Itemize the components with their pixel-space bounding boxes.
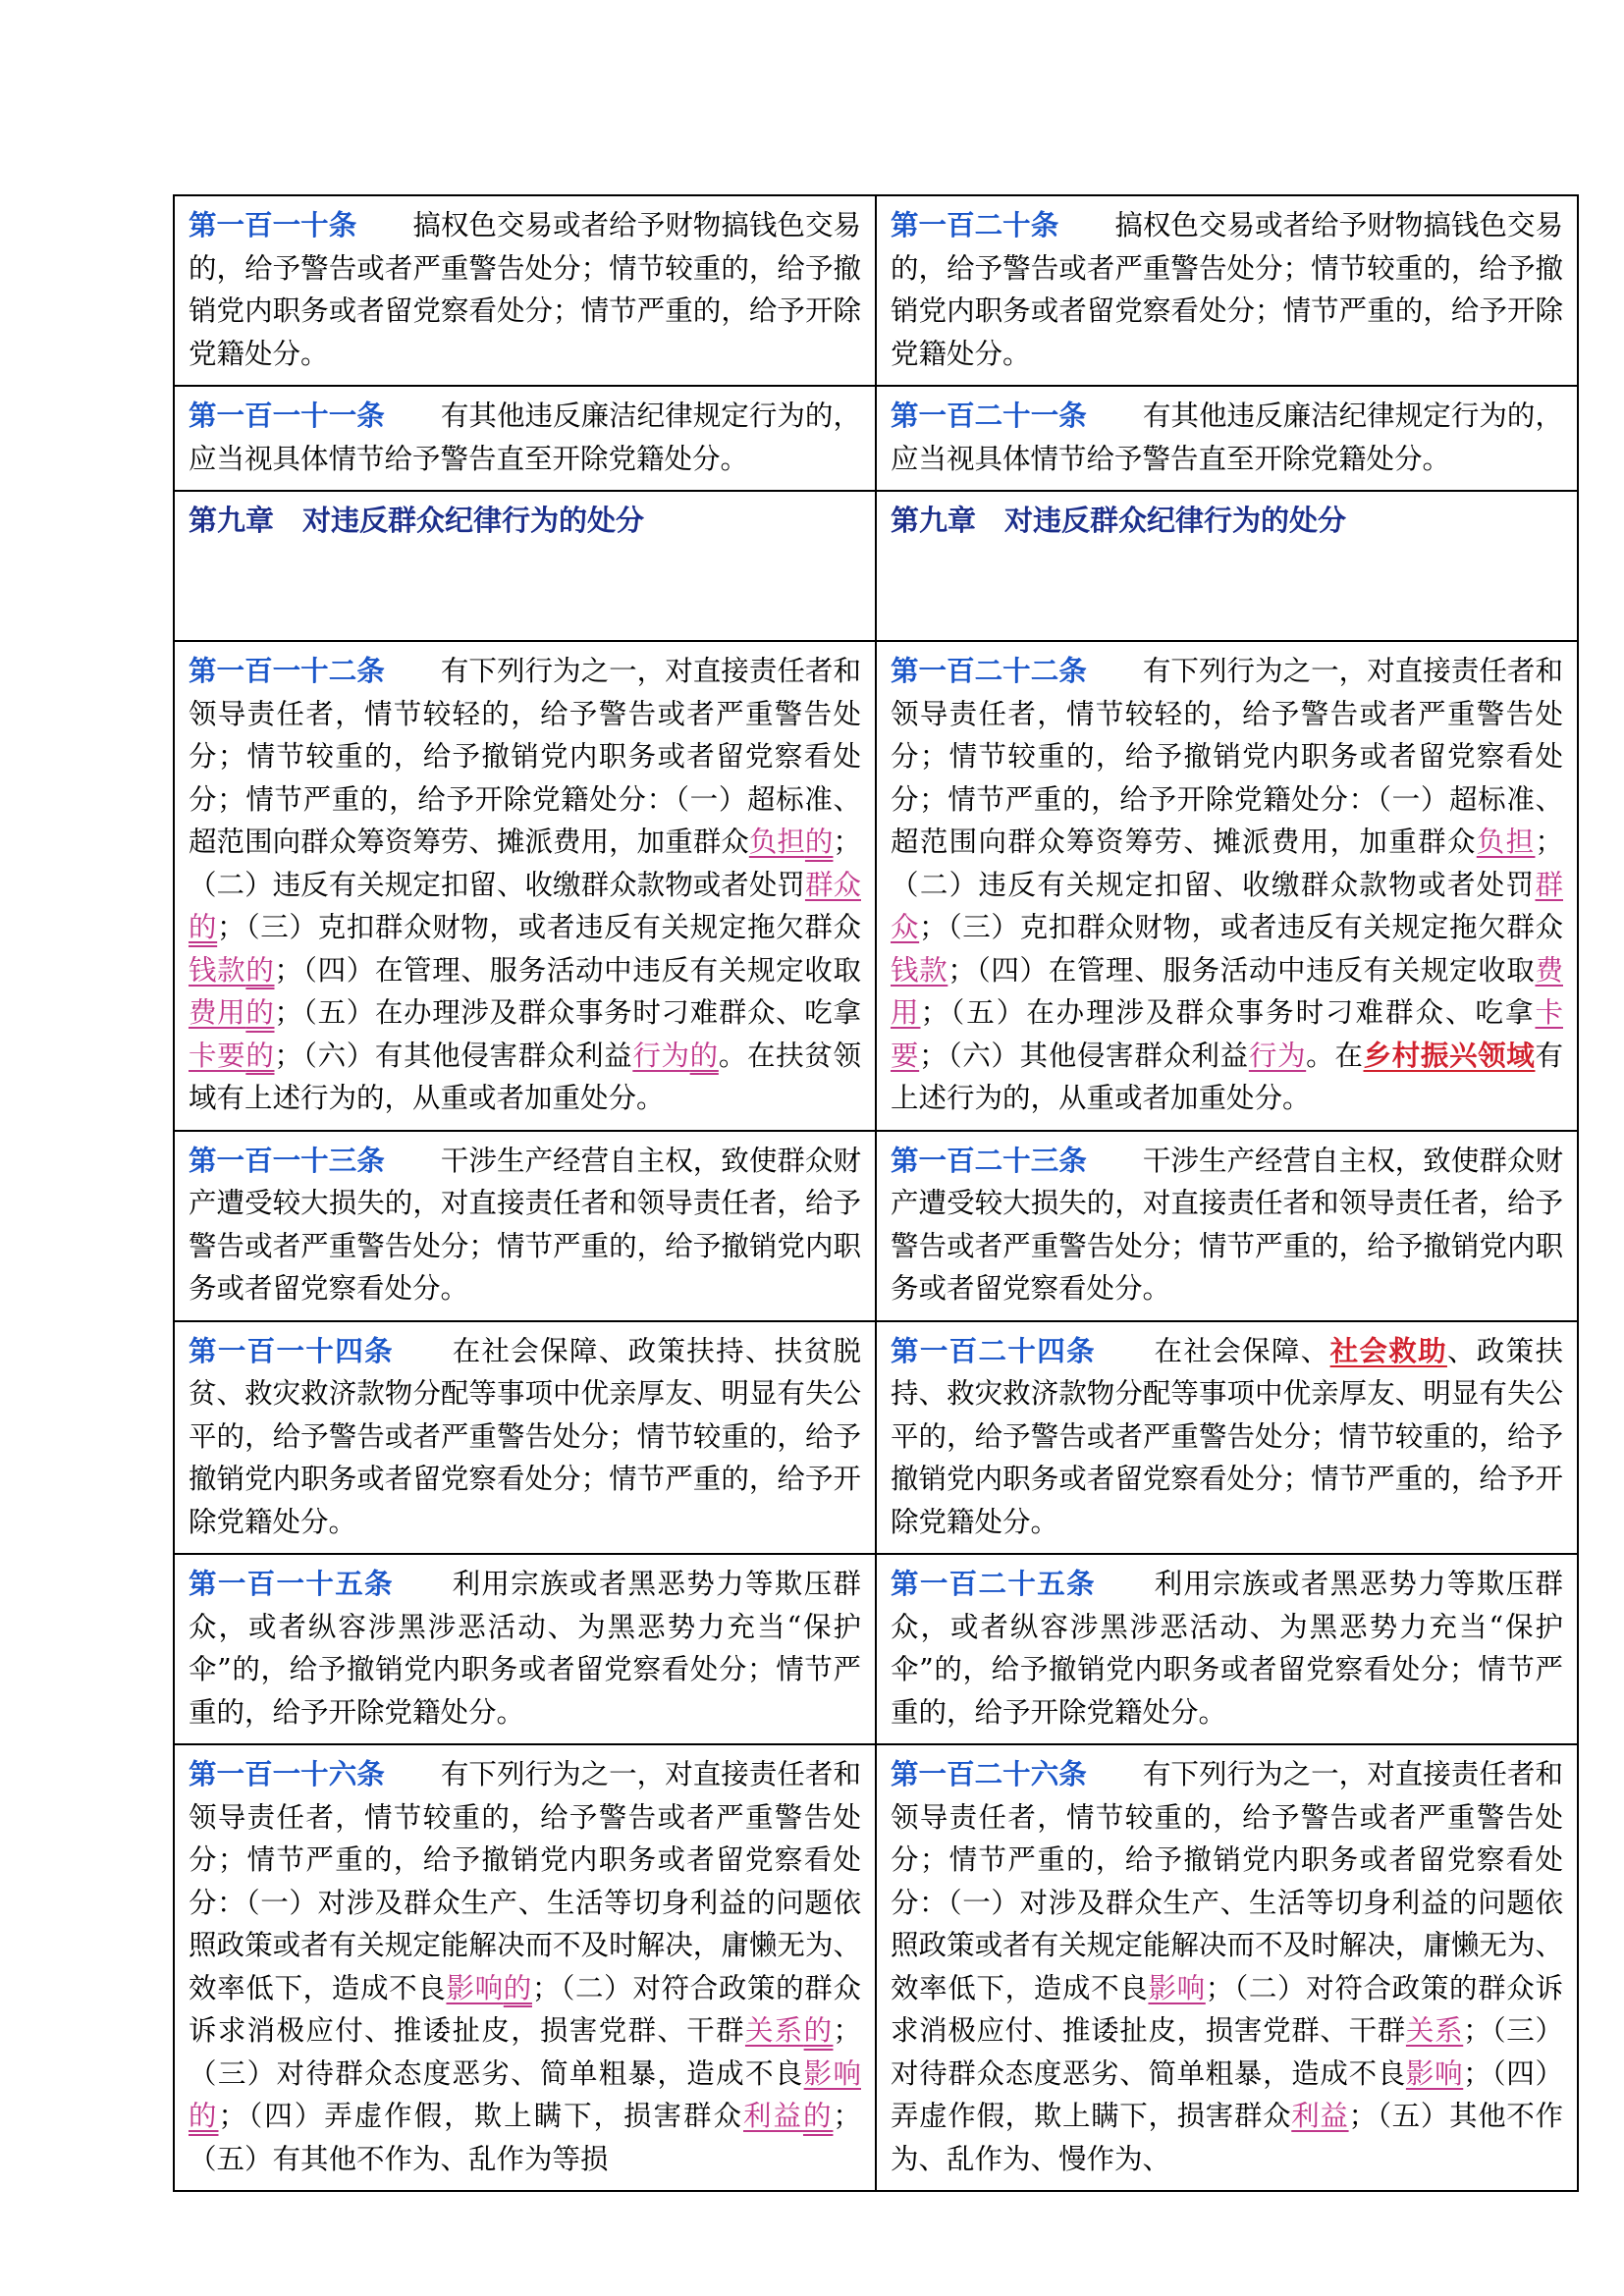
body-text: ；（六）有其他侵害群众利益 (274, 1039, 633, 1072)
body-text: 有下列行为之一，对直接责任者和领导责任者，情节较轻的，给予警告或者严重警告处分；情节较重的，给予撤销党内职务或者留党察看处分；情节严重的，给予开除党籍处分：（一）超标准、超范围向群众筹资筹劳、摊派费用，加重群众 (189, 655, 861, 858)
article-number: 第一百二十二条 (891, 654, 1087, 687)
article-row (174, 1744, 1578, 2191)
body-text: 利用宗族或者黑恶势力等欺压群众，或者纵容涉黑涉恶活动、为黑恶势力充当“保护伞”的，给予撤销党内职务或者留党察看处分；情节严重的，给予开除党籍处分。 (189, 1568, 861, 1729)
original-article-cell (174, 195, 876, 386)
deleted-text: 的 (802, 2100, 834, 2132)
modified-text: 行为 (632, 1039, 690, 1072)
article-number: 第一百二十三条 (891, 1143, 1087, 1177)
article-number: 第一百一十一条 (189, 399, 385, 432)
article-number: 第一百二十五条 (891, 1567, 1096, 1600)
article-number: 第一百一十四条 (189, 1333, 394, 1367)
body-text: ；（四）弄虚作假，欺上瞒下，损害群众 (891, 2056, 1563, 2132)
revised-chapter-cell (876, 491, 1578, 641)
article-number: 第一百一十三条 (189, 1143, 385, 1177)
body-text: 干涉生产经营自主权，致使群众财产遭受较大损失的，对直接责任者和领导责任者，给予警告或者严重警告处分；情节严重的，给予撤销党内职务或者留党察看处分。 (189, 1144, 861, 1305)
body-text: 搞权色交易或者给予财物搞钱色交易的，给予警告或者严重警告处分；情节较重的，给予撤销党内职务或者留党察看处分；情节严重的，给予开除党籍处分。 (891, 209, 1563, 370)
modified-text: 利益 (742, 2100, 803, 2132)
body-text: 有上述行为的，从重或者加重处分。 (891, 1039, 1563, 1114)
chapter-title: 第九章 对违反群众纪律行为的处分 (891, 504, 1347, 537)
article-number: 第一百二十六条 (891, 1757, 1087, 1790)
modified-text: 影响 (803, 2056, 861, 2090)
body-text: ；（四）弄虚作假，欺上瞒下，损害群众 (218, 2100, 743, 2132)
modified-text: 负担 (1476, 826, 1536, 858)
body-text: 。在扶贫领域有上述行为的，从重或者加重处分。 (189, 1039, 861, 1114)
body-text: ；（三）对待群众态度恶劣、简单粗暴，造成不良 (189, 2014, 861, 2090)
body-text: ；（五）在办理涉及群众事务时刁难群众、吃拿 (920, 996, 1536, 1029)
body-text: 在社会保障、 (1095, 1334, 1330, 1367)
body-text: ；（二）违反有关规定扣留、收缴群众款物或者处罚 (189, 826, 861, 901)
modified-text: 费用 (891, 953, 1563, 1029)
revised-article-cell (876, 1744, 1578, 2191)
article-number: 第一百二十条 (891, 208, 1059, 241)
comparison-table-body (174, 195, 1578, 2191)
body-text: ；（三）克扣群众财物，或者违反有关规定拖欠群众 (217, 911, 861, 943)
original-chapter-cell (174, 491, 876, 641)
modified-text: 卡要 (891, 996, 1563, 1072)
article-number: 第一百一十条 (189, 208, 357, 241)
body-text: 有下列行为之一，对直接责任者和领导责任者，情节较重的，给予警告或者严重警告处分；情节严重的，给予撤销党内职务或者留党察看处分：（一）对涉及群众生产、生活等切身利益的问题依照政策或者有关规定能解决而不及时解决，庸懒无为、效率低下，造成不良 (189, 1758, 861, 2004)
body-text: ；（三）对待群众态度恶劣、简单粗暴，造成不良 (891, 2014, 1563, 2090)
body-text: 有下列行为之一，对直接责任者和领导责任者，情节较轻的，给予警告或者严重警告处分；情节较重的，给予撤销党内职务或者留党察看处分；情节严重的，给予开除党籍处分：（一）超标准、超范围向群众筹资筹劳、摊派费用，加重群众 (891, 655, 1563, 858)
modified-text: 负担 (748, 826, 805, 858)
inserted-text: 社会救助 (1329, 1333, 1447, 1367)
body-text: ；（五）有其他不作为、乱作为等损 (189, 2100, 861, 2175)
body-text: 有下列行为之一，对直接责任者和领导责任者，情节较重的，给予警告或者严重警告处分；情节严重的，给予撤销党内职务或者留党察看处分：（一）对涉及群众生产、生活等切身利益的问题依照政策或者有关规定能解决而不及时解决，庸懒无为、效率低下，造成不良 (891, 1758, 1563, 2004)
modified-text: 卡要 (189, 1039, 246, 1072)
body-text: 利用宗族或者黑恶势力等欺压群众，或者纵容涉黑涉恶活动、为黑恶势力充当“保护伞”的，给予撤销党内职务或者留党察看处分；情节严重的，给予开除党籍处分。 (891, 1568, 1563, 1729)
deleted-text: 的 (189, 911, 218, 943)
revised-article-cell (876, 195, 1578, 386)
article-number: 第一百二十一条 (891, 399, 1087, 432)
article-number: 第一百二十四条 (891, 1333, 1096, 1367)
body-text: 干涉生产经营自主权，致使群众财产遭受较大损失的，对直接责任者和领导责任者，给予警告或者严重警告处分；情节严重的，给予撤销党内职务或者留党察看处分。 (891, 1144, 1563, 1305)
article-number: 第一百一十五条 (189, 1567, 394, 1600)
body-text: ；（二）违反有关规定扣留、收缴群众款物或者处罚 (891, 826, 1563, 901)
body-text: 。在 (1306, 1039, 1364, 1072)
modified-text: 行为 (1248, 1039, 1307, 1072)
deleted-text: 的 (245, 1039, 275, 1072)
modified-text: 费用 (189, 996, 246, 1029)
original-article-cell (174, 1554, 876, 1744)
revised-article-cell (876, 1131, 1578, 1321)
deleted-text: 的 (503, 1971, 532, 2004)
revised-article-cell (876, 386, 1578, 491)
article-row (174, 1131, 1578, 1321)
revised-article-cell (876, 1321, 1578, 1555)
deleted-text: 的 (689, 1039, 719, 1072)
body-text: ；（二）对符合政策的群众诉求消极应付、推诿扯皮，损害党群、干群 (189, 1971, 861, 2047)
original-article-cell (174, 641, 876, 1131)
original-article-cell (174, 1131, 876, 1321)
article-row (174, 641, 1578, 1131)
body-text: ；（五）其他不作为、乱作为、慢作为、 (891, 2100, 1563, 2175)
modified-text: 影响 (446, 1971, 504, 2004)
article-row (174, 1554, 1578, 1744)
body-text: ；（三）克扣群众财物，或者违反有关规定拖欠群众 (919, 911, 1563, 943)
body-text: 在社会保障、政策扶持、扶贫脱贫、救灾救济款物分配等事项中优亲厚友、明显有失公平的，给予警告或者严重警告处分；情节较重的，给予撤销党内职务或者留党察看处分；情节严重的，给予开除党籍处分。 (189, 1334, 861, 1538)
revised-article-cell (876, 641, 1578, 1131)
modified-text: 钱款 (891, 953, 948, 987)
body-text: 、政策扶持、救灾救济款物分配等事项中优亲厚友、明显有失公平的，给予警告或者严重警告处分；情节较重的，给予撤销党内职务或者留党察看处分；情节严重的，给予开除党籍处分。 (891, 1334, 1563, 1538)
modified-text: 钱款 (189, 953, 246, 987)
deleted-text: 的 (245, 996, 275, 1029)
body-text: ；（二）对符合政策的群众诉求消极应付、推诿扯皮，损害党群、干群 (891, 1971, 1563, 2047)
chapter-title: 第九章 对违反群众纪律行为的处分 (189, 504, 645, 537)
article-row (174, 386, 1578, 491)
article-row (174, 1321, 1578, 1555)
article-row (174, 195, 1578, 386)
deleted-text: 的 (804, 826, 834, 858)
revised-article-cell (876, 1554, 1578, 1744)
comparison-table (173, 194, 1579, 2192)
article-number: 第一百一十二条 (189, 654, 385, 687)
inserted-text: 乡村振兴领域 (1363, 1038, 1536, 1072)
body-text: ；（六）其他侵害群众利益 (919, 1039, 1249, 1072)
modified-text: 群众 (891, 868, 1563, 943)
body-text: ；（五）在办理涉及群众事务时刁难群众、吃拿 (274, 996, 861, 1029)
body-text: ；（四）在管理、服务活动中违反有关规定收取 (947, 953, 1536, 987)
chapter-row (174, 491, 1578, 641)
original-article-cell (174, 1321, 876, 1555)
modified-text: 关系 (744, 2014, 804, 2047)
deleted-text: 的 (803, 2014, 834, 2047)
body-text: 有其他违反廉洁纪律规定行为的，应当视具体情节给予警告直至开除党籍处分。 (891, 400, 1563, 475)
modified-text: 影响 (1148, 1971, 1206, 2004)
modified-text: 影响 (1405, 2056, 1464, 2090)
body-text: 搞权色交易或者给予财物搞钱色交易的，给予警告或者严重警告处分；情节较重的，给予撤销党内职务或者留党察看处分；情节严重的，给予开除党籍处分。 (189, 209, 861, 370)
article-number: 第一百一十六条 (189, 1757, 385, 1790)
modified-text: 关系 (1405, 2014, 1464, 2047)
body-text: 有其他违反廉洁纪律规定行为的，应当视具体情节给予警告直至开除党籍处分。 (189, 400, 861, 475)
modified-text: 利益 (1291, 2100, 1349, 2132)
original-article-cell (174, 386, 876, 491)
body-text: ；（四）在管理、服务活动中违反有关规定收取 (274, 953, 861, 987)
modified-text: 群众 (804, 868, 861, 901)
deleted-text: 的 (189, 2100, 219, 2132)
original-article-cell (174, 1744, 876, 2191)
deleted-text: 的 (245, 953, 275, 987)
